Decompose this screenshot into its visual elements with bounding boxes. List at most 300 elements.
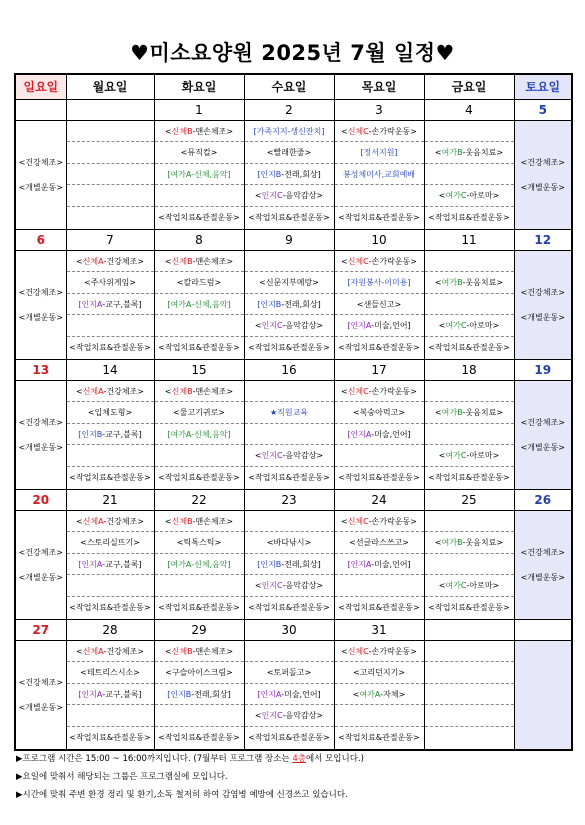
date-row <box>15 489 572 510</box>
program-text-part: < <box>76 516 83 526</box>
program-text-part: -손가락운동> <box>368 386 417 396</box>
program-text-part: -음악감상> <box>282 321 324 331</box>
program-slot <box>67 207 154 229</box>
program-slot: <선글라스쓰고> <box>335 532 424 554</box>
program-slot: <작업치료&관절운동> <box>428 212 510 222</box>
daily-routine-list <box>16 121 66 229</box>
routine-item: <건강체조> <box>520 157 565 167</box>
program-slot-list <box>67 121 154 229</box>
program-slot <box>155 185 244 207</box>
schedule-row <box>15 380 572 489</box>
program-text-part: -미술,언어] <box>371 429 411 439</box>
calendar-body <box>15 99 572 750</box>
routine-item: <개별운동> <box>18 572 63 582</box>
program-text-part: [인지A <box>78 559 103 569</box>
date-number-mon: 7 <box>66 229 154 250</box>
program-text-part: 인지C <box>261 581 283 591</box>
program-slot: <작업치료&관절운동> <box>338 212 420 222</box>
program-slot: <작업치료&관절운동> <box>248 732 330 742</box>
program-text-part: < <box>438 191 446 201</box>
program-slot <box>425 727 514 749</box>
weekday-monday: 월요일 <box>66 74 154 99</box>
day-cell-sat <box>514 510 572 619</box>
program-text-part: 신체C <box>347 126 369 136</box>
program-text-part: < <box>254 451 262 461</box>
program-slot <box>155 641 244 663</box>
program-text-part: [인지A <box>257 689 282 699</box>
program-slot: <작업치료&관절운동> <box>338 602 420 612</box>
date-number-sat <box>514 619 572 640</box>
program-text-part: 신체B <box>171 386 193 396</box>
program-slot: <주사위게임> <box>67 272 154 294</box>
day-cell-thu <box>334 640 424 750</box>
program-slot: <작업치료&관절운동> <box>69 472 151 482</box>
program-text-part: -전래,회상] <box>281 299 321 309</box>
date-number-mon: 28 <box>66 619 154 640</box>
program-text-part: < <box>254 321 262 331</box>
date-number-tue: 29 <box>154 619 244 640</box>
program-text-part: -교구,블록] <box>102 429 142 439</box>
program-slot: <구슬아이스크림> <box>155 662 244 684</box>
program-slot <box>245 705 334 727</box>
program-text-part: [인지A <box>347 321 372 331</box>
program-text-part: -맨손체조> <box>192 646 234 656</box>
day-cell-sat <box>514 250 572 359</box>
program-slot: <입체도형> <box>67 402 154 424</box>
day-cell-thu <box>334 510 424 619</box>
program-text-part: < <box>254 711 262 721</box>
schedule-row <box>15 510 572 619</box>
program-text-part: -교구,블록] <box>102 559 142 569</box>
program-text-part: [ <box>167 299 171 309</box>
program-slot <box>155 575 244 597</box>
day-cell-mon <box>66 380 154 489</box>
date-number-sun: 6 <box>15 229 66 250</box>
weekday-wednesday: 수요일 <box>244 74 334 99</box>
day-cell-wed <box>244 640 334 750</box>
date-number-thu: 24 <box>334 489 424 510</box>
program-slot <box>67 185 154 207</box>
date-number-sun: 27 <box>15 619 66 640</box>
program-text-part: 여가A <box>170 429 192 439</box>
daily-routine-list <box>515 251 572 359</box>
note-text-part: ▶프로그램 시간은 15:00 ~ 16:00까지입니다. (7월부터 프로그램 장소는 <box>16 754 293 764</box>
date-number-tue: 22 <box>154 489 244 510</box>
program-slot-list <box>155 641 244 749</box>
routine-item: <개별운동> <box>18 182 63 192</box>
program-slot-list <box>155 251 244 359</box>
program-slot-list <box>425 511 514 619</box>
calendar-table <box>14 73 573 751</box>
program-slot-list <box>67 641 154 749</box>
program-slot <box>245 684 334 706</box>
day-cell-fri <box>424 640 514 750</box>
program-slot: <작업치료&관절운동> <box>158 342 240 352</box>
program-slot <box>155 424 244 446</box>
program-text-part: 여가C <box>445 191 467 201</box>
date-number-tue: 1 <box>154 99 244 120</box>
date-number-sat: 19 <box>514 359 572 380</box>
program-slot <box>67 251 154 273</box>
schedule-row <box>15 250 572 359</box>
program-slot: <작업치료&관절운동> <box>248 602 330 612</box>
note-text-part: ▶요일에 맞춰서 해당되는 그룹은 프로그램실에 모입니다. <box>16 772 228 782</box>
program-slot <box>335 705 424 727</box>
day-cell-sun <box>15 380 66 489</box>
program-text-part: -손가락운동> <box>368 646 417 656</box>
program-slot-list <box>335 511 424 619</box>
program-text-part: < <box>434 538 442 548</box>
program-slot: <토퍼돌고> <box>245 662 334 684</box>
day-cell-wed <box>244 510 334 619</box>
program-slot <box>245 294 334 316</box>
routine-item: <건강체조> <box>18 547 63 557</box>
program-text-part: < <box>434 278 442 288</box>
program-text-part: 여가B <box>441 148 463 158</box>
program-slot <box>425 164 514 186</box>
program-slot: <작업치료&관절운동> <box>248 342 330 352</box>
day-cell-tue <box>154 250 244 359</box>
note-line <box>16 768 364 786</box>
program-text-part: 여가B <box>441 278 463 288</box>
date-number-fri <box>424 619 514 640</box>
program-slot <box>425 315 514 337</box>
program-text-part: < <box>438 581 446 591</box>
program-slot: <고리던지기> <box>335 662 424 684</box>
date-number-wed: 23 <box>244 489 334 510</box>
day-cell-mon <box>66 510 154 619</box>
day-cell-sat <box>514 120 572 229</box>
program-slot: <작업치료&관절운동> <box>338 732 420 742</box>
program-slot <box>155 251 244 273</box>
program-text-part: 여가C <box>445 581 467 591</box>
routine-item: <개별운동> <box>520 442 565 452</box>
program-text-part: 여가A <box>170 299 192 309</box>
routine-item: <건강체조> <box>18 417 63 427</box>
day-cell-tue <box>154 640 244 750</box>
program-slot <box>245 445 334 467</box>
daily-routine-list <box>16 641 66 749</box>
program-text-part: 신체B <box>171 516 193 526</box>
program-text-part: < <box>438 451 446 461</box>
program-text-part: -건강체조> <box>103 386 144 396</box>
program-slot-list <box>155 381 244 489</box>
program-text-part: -자체> <box>380 689 406 699</box>
program-slot <box>335 424 424 446</box>
program-text-part: < <box>341 516 348 526</box>
program-text-part: -웃음치료> <box>462 148 504 158</box>
program-text-part: 여가A <box>170 559 192 569</box>
program-slot <box>425 684 514 706</box>
program-slot <box>335 511 424 533</box>
program-slot: [자원봉사-이미용] <box>335 272 424 294</box>
program-slot <box>425 554 514 576</box>
day-cell-tue <box>154 510 244 619</box>
program-slot <box>245 381 334 403</box>
program-text-part: < <box>438 321 446 331</box>
date-number-wed: 9 <box>244 229 334 250</box>
program-text-part: -손가락운동> <box>368 126 417 136</box>
program-text-part: [인지B <box>257 559 282 569</box>
program-slot: <뮤직컬> <box>155 142 244 164</box>
program-slot <box>155 511 244 533</box>
program-text-part: 신체A <box>82 516 104 526</box>
day-cell-sat <box>514 380 572 489</box>
program-slot-list <box>425 121 514 229</box>
program-text-part: < <box>434 408 442 418</box>
program-slot: <작업치료&관절운동> <box>69 342 151 352</box>
program-text-part: 여가C <box>445 451 467 461</box>
day-cell-thu <box>334 250 424 359</box>
daily-routine-list <box>16 251 66 359</box>
program-slot <box>67 294 154 316</box>
program-slot <box>425 251 514 273</box>
program-text-part: [인지B <box>257 169 282 179</box>
note-text-part: 에서 모입니다.) <box>305 754 364 764</box>
program-text-part: -웃음치료> <box>462 538 504 548</box>
program-text-part: < <box>434 148 442 158</box>
program-text-part: -맨손체조> <box>192 256 234 266</box>
program-text-part: [인지B <box>257 299 282 309</box>
program-text-part: < <box>164 516 172 526</box>
program-slot: <작업치료&관절운동> <box>248 212 330 222</box>
program-slot: <작업치료&관절운동> <box>338 472 420 482</box>
program-slot <box>245 575 334 597</box>
program-text-part: 신체B <box>171 256 193 266</box>
day-cell-mon <box>66 640 154 750</box>
date-number-tue: 8 <box>154 229 244 250</box>
program-slot <box>155 121 244 143</box>
program-slot <box>245 185 334 207</box>
program-text-part: 여가A <box>170 169 192 179</box>
program-slot: <스토리실뜨기> <box>67 532 154 554</box>
daily-routine-list <box>515 511 572 619</box>
day-cell-tue <box>154 120 244 229</box>
date-row <box>15 359 572 380</box>
program-slot: <테트리스시소> <box>67 662 154 684</box>
program-text-part: 여가C <box>445 321 467 331</box>
program-text-part: < <box>164 646 172 656</box>
program-slot <box>335 251 424 273</box>
program-text-part: [ <box>167 429 171 439</box>
program-slot <box>155 294 244 316</box>
daily-routine-list <box>16 381 66 489</box>
program-slot <box>67 511 154 533</box>
date-number-fri: 11 <box>424 229 514 250</box>
program-text-part: -웃음치료> <box>462 278 504 288</box>
program-slot: <작업치료&관절운동> <box>158 732 240 742</box>
page-title: ♥미소요양원 2025년 7월 일정♥ <box>130 41 455 65</box>
program-text-part: 신체C <box>347 386 369 396</box>
day-cell-sun <box>15 120 66 229</box>
program-text-part: < <box>341 386 348 396</box>
day-cell-fri <box>424 250 514 359</box>
day-cell-sun <box>15 510 66 619</box>
program-slot <box>425 445 514 467</box>
program-slot <box>155 315 244 337</box>
program-slot <box>425 532 514 554</box>
program-text-part: -음악감상> <box>282 711 324 721</box>
program-slot <box>155 705 244 727</box>
program-slot-list <box>155 121 244 229</box>
program-text-part: -신체,음악] <box>191 559 231 569</box>
program-slot: <작업치료&관절운동> <box>338 342 420 352</box>
program-slot <box>335 445 424 467</box>
routine-item: <개별운동> <box>18 702 63 712</box>
date-number-sun <box>15 99 66 120</box>
program-slot <box>335 315 424 337</box>
date-number-sun: 20 <box>15 489 66 510</box>
date-row <box>15 619 572 640</box>
routine-item: <개별운동> <box>520 572 565 582</box>
program-text-part: < <box>254 191 262 201</box>
program-slot-list <box>245 121 334 229</box>
day-cell-wed <box>244 120 334 229</box>
program-slot <box>425 272 514 294</box>
program-slot: <신문지부메랑> <box>245 272 334 294</box>
program-slot: <작업치료&관절운동> <box>158 602 240 612</box>
program-slot <box>335 381 424 403</box>
date-number-fri: 18 <box>424 359 514 380</box>
program-text-part: -교구,블록] <box>102 299 142 309</box>
date-row <box>15 229 572 250</box>
date-number-thu: 17 <box>334 359 424 380</box>
day-cell-mon <box>66 120 154 229</box>
program-slot <box>335 684 424 706</box>
program-text-part: -맨손체조> <box>192 386 234 396</box>
program-text-part: 신체A <box>82 646 104 656</box>
date-number-thu: 10 <box>334 229 424 250</box>
program-slot <box>155 684 244 706</box>
program-slot <box>425 294 514 316</box>
date-number-sun: 13 <box>15 359 66 380</box>
program-slot: [정서지원] <box>335 142 424 164</box>
program-slot <box>425 185 514 207</box>
program-text-part: -건강체조> <box>103 256 144 266</box>
program-text-part: -전래,회상] <box>281 559 321 569</box>
program-text-part: < <box>76 646 83 656</box>
program-text-part: 인지C <box>261 321 283 331</box>
program-text-part: 여가A <box>359 689 381 699</box>
program-slot <box>335 575 424 597</box>
note-text-part: ▶시간에 맞춰 주변 환경 정리 및 환기,소독 철저히 하여 감염병 예방에 신경쓰고 있습니다. <box>16 790 348 800</box>
program-slot <box>245 424 334 446</box>
program-text-part: < <box>164 386 172 396</box>
program-text-part: -신체,음악] <box>191 169 231 179</box>
date-number-fri: 25 <box>424 489 514 510</box>
program-text-part: -미술,언어] <box>371 321 411 331</box>
program-slot <box>245 641 334 663</box>
program-slot <box>67 315 154 337</box>
day-cell-fri <box>424 380 514 489</box>
program-slot-list <box>335 251 424 359</box>
date-number-tue: 15 <box>154 359 244 380</box>
program-text-part: 신체B <box>171 646 193 656</box>
program-slot <box>425 121 514 143</box>
program-text-part: -아로마> <box>466 321 500 331</box>
program-slot <box>67 164 154 186</box>
date-number-thu: 3 <box>334 99 424 120</box>
program-slot <box>425 662 514 684</box>
program-text-part: < <box>254 581 262 591</box>
program-text-part: 신체A <box>82 256 104 266</box>
routine-item: <건강체조> <box>18 677 63 687</box>
program-slot-list <box>67 511 154 619</box>
program-slot: <작업치료&관절운동> <box>69 732 151 742</box>
program-slot <box>155 164 244 186</box>
program-slot: <작업치료&관절운동> <box>428 472 510 482</box>
program-slot: [가족지지-생신잔치] <box>245 121 334 143</box>
program-slot <box>67 121 154 143</box>
program-slot <box>425 142 514 164</box>
program-slot-list <box>425 381 514 489</box>
program-slot-list <box>335 381 424 489</box>
program-text-part: 여가B <box>441 408 463 418</box>
program-text-part: [ <box>167 169 171 179</box>
program-slot <box>425 511 514 533</box>
program-text-part: -미술,언어] <box>371 559 411 569</box>
program-slot: <작업치료&관절운동> <box>428 342 510 352</box>
program-text-part: [ <box>167 559 171 569</box>
program-slot <box>425 424 514 446</box>
day-cell-mon <box>66 250 154 359</box>
program-slot-list <box>67 251 154 359</box>
program-text-part: < <box>352 689 360 699</box>
program-slot <box>67 641 154 663</box>
program-slot <box>245 251 334 273</box>
program-slot <box>425 381 514 403</box>
program-slot: <틱톡스틱> <box>155 532 244 554</box>
program-slot <box>67 684 154 706</box>
weekday-saturday: 토요일 <box>514 74 572 99</box>
program-slot <box>67 554 154 576</box>
program-slot <box>67 705 154 727</box>
day-cell-fri <box>424 510 514 619</box>
program-text-part: [인지A <box>347 559 372 569</box>
routine-item: <개별운동> <box>18 312 63 322</box>
program-text-part: < <box>76 256 83 266</box>
program-slot <box>245 315 334 337</box>
program-text-part: 인지C <box>261 711 283 721</box>
program-text-part: -손가락운동> <box>368 516 417 526</box>
program-text-part: -미술,언어] <box>281 689 321 699</box>
day-cell-sun <box>15 640 66 750</box>
program-text-part: 신체A <box>82 386 104 396</box>
program-text-part: < <box>341 256 348 266</box>
program-text-part: -손가락운동> <box>368 256 417 266</box>
program-text-part: 신체C <box>347 646 369 656</box>
day-cell-thu <box>334 380 424 489</box>
program-text-part: -웃음치료> <box>462 408 504 418</box>
program-slot: <칼라드럼> <box>155 272 244 294</box>
program-text-part: -아로마> <box>466 191 500 201</box>
program-slot-list <box>335 121 424 229</box>
program-text-part: 인지C <box>261 191 283 201</box>
program-slot <box>67 445 154 467</box>
routine-item: <개별운동> <box>18 442 63 452</box>
program-slot <box>335 554 424 576</box>
program-text-part: -맨손체조> <box>192 516 234 526</box>
program-slot-list <box>155 511 244 619</box>
date-number-sat: 5 <box>514 99 572 120</box>
program-slot: <물고기귀로> <box>155 402 244 424</box>
daily-routine-list <box>16 511 66 619</box>
date-number-mon: 14 <box>66 359 154 380</box>
note-text-part: 4층 <box>292 754 306 764</box>
day-cell-wed <box>244 250 334 359</box>
program-text-part: [인지B <box>167 689 192 699</box>
note-line <box>16 750 364 768</box>
